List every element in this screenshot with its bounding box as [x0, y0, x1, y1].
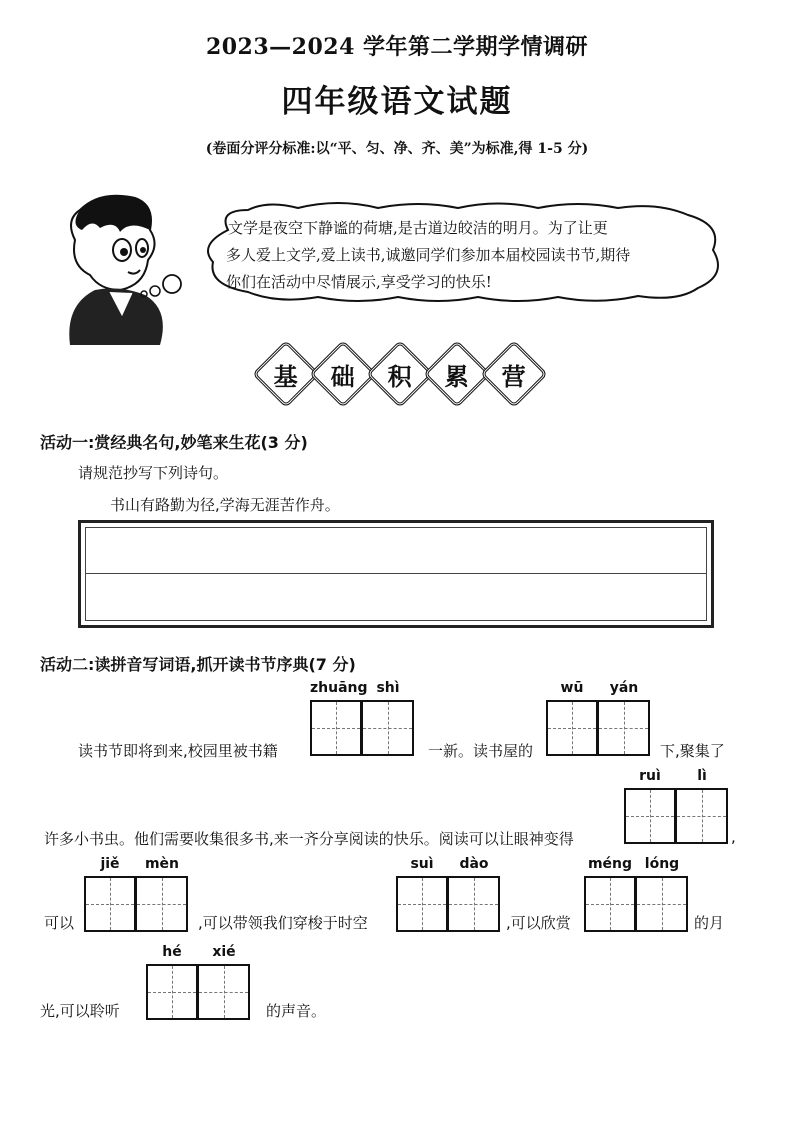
- exam-title-subject: 四年级语文试题: [281, 84, 513, 120]
- pinyin-syllable: méng: [587, 856, 633, 872]
- banner-char: 基: [252, 340, 320, 408]
- tianzige-cell[interactable]: [396, 876, 448, 932]
- activity2-heading: 活动二:读拼音写词语,抓开读书节序典(7 分): [40, 655, 356, 674]
- tianzige-cell[interactable]: [362, 700, 414, 756]
- speech-line: 多人爱上文学,爱上读书,诚邀同学们参加本届校园读书节,期待: [226, 246, 631, 264]
- speech-line: 你们在活动中尽情展示,享受学习的快乐!: [226, 273, 492, 291]
- answer-grid-zhuangshi[interactable]: [310, 700, 414, 756]
- passage-text: 下,聚集了: [660, 742, 725, 760]
- tianzige-cell[interactable]: [198, 964, 250, 1020]
- answer-grid-hexie[interactable]: [146, 964, 250, 1020]
- section-banner: [262, 350, 538, 398]
- pinyin-menglong: [584, 856, 688, 872]
- banner-char: 础: [309, 340, 377, 408]
- speech-text: [228, 215, 728, 296]
- activity1-instruction: 请规范抄写下列诗句。: [78, 464, 229, 482]
- pinyin-suidao: [396, 856, 500, 872]
- passage-text: 的月: [694, 914, 725, 932]
- passage-text: 读书节即将到来,校园里被书籍: [78, 742, 278, 760]
- passage-text: ,可以带领我们穿梭于时空: [198, 914, 368, 932]
- activity1-poem: 书山有路勤为径,学海无涯苦作舟。: [110, 496, 340, 514]
- tianzige-cell[interactable]: [584, 876, 636, 932]
- exam-title-year: 2023—2024 学年第二学期学情调研: [205, 34, 589, 60]
- pinyin-syllable: wū: [560, 680, 584, 696]
- answer-grid-jiemen[interactable]: [84, 876, 188, 932]
- pinyin-syllable: suì: [410, 856, 434, 872]
- writing-line: [85, 573, 707, 574]
- pinyin-syllable: dào: [459, 856, 489, 872]
- pinyin-syllable: zhuāng: [310, 680, 368, 696]
- tianzige-cell[interactable]: [598, 700, 650, 756]
- passage-text: 的声音。: [266, 1002, 327, 1020]
- answer-grid-suidao[interactable]: [396, 876, 500, 932]
- passage-text: 许多小书虫。他们需要收集很多书,来一齐分享阅读的快乐。阅读可以让眼神变得: [44, 830, 574, 848]
- pinyin-syllable: xié: [212, 944, 236, 960]
- tianzige-cell[interactable]: [676, 788, 728, 844]
- pinyin-syllable: lóng: [644, 856, 680, 872]
- tianzige-cell[interactable]: [448, 876, 500, 932]
- activity1-heading: 活动一:赏经典名句,妙笔来生花(3 分): [40, 433, 308, 452]
- tianzige-cell[interactable]: [84, 876, 136, 932]
- passage-text: 一新。读书屋的: [428, 742, 534, 760]
- tianzige-cell[interactable]: [136, 876, 188, 932]
- passage-text: ,可以欣赏: [506, 914, 571, 932]
- tianzige-cell[interactable]: [624, 788, 676, 844]
- writing-box-inner: [85, 527, 707, 621]
- tianzige-cell[interactable]: [310, 700, 362, 756]
- pinyin-ruili: [624, 768, 728, 784]
- passage-text: 可以: [44, 914, 75, 932]
- pinyin-syllable: jiě: [100, 856, 120, 872]
- answer-grid-ruili[interactable]: [624, 788, 728, 844]
- tianzige-cell[interactable]: [636, 876, 688, 932]
- pinyin-hexie: [146, 944, 250, 960]
- tianzige-cell[interactable]: [146, 964, 198, 1020]
- copy-writing-area[interactable]: [78, 520, 714, 628]
- pinyin-syllable: lì: [697, 768, 707, 784]
- answer-grid-wuyan[interactable]: [546, 700, 650, 756]
- tianzige-cell[interactable]: [546, 700, 598, 756]
- banner-char: 积: [366, 340, 434, 408]
- speech-line: 文学是夜空下静谧的荷塘,是古道边皎洁的明月。为了让更: [228, 219, 608, 237]
- pinyin-zhuangshi: [310, 680, 414, 696]
- banner-char: 营: [480, 340, 548, 408]
- pinyin-syllable: hé: [162, 944, 182, 960]
- passage-text: ,: [731, 828, 736, 846]
- scoring-note: (卷面分评分标准:以“平、匀、净、齐、美”为标准,得 1-5 分): [205, 141, 589, 157]
- pinyin-syllable: mèn: [144, 856, 180, 872]
- pinyin-jiemen: [84, 856, 188, 872]
- pinyin-syllable: shì: [376, 680, 400, 696]
- thought-bubbles-icon: [138, 268, 188, 304]
- pinyin-syllable: yán: [609, 680, 639, 696]
- pinyin-wuyan: [546, 680, 650, 696]
- pinyin-syllable: ruì: [639, 768, 661, 784]
- banner-char: 累: [423, 340, 491, 408]
- passage-text: 光,可以聆听: [40, 1002, 120, 1020]
- answer-grid-menglong[interactable]: [584, 876, 688, 932]
